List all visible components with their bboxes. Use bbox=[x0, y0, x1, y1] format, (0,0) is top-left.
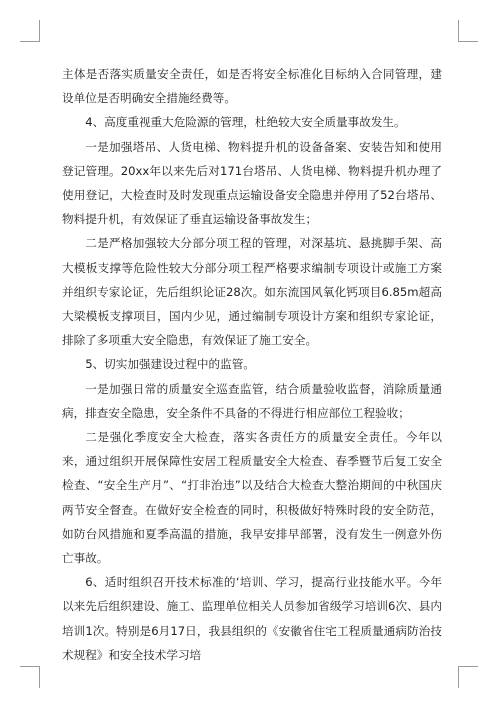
crop-mark-top-right bbox=[458, 41, 478, 42]
crop-mark-bottom-left bbox=[20, 666, 39, 667]
crop-mark-top-right bbox=[458, 20, 459, 42]
paragraph-continuation: 主体是否落实质量安全责任，如是否将安全标准化目标纳入合同管理，建设单位是否明确安全措施经费等。 bbox=[62, 67, 442, 106]
paragraph-quarterly-inspection: 二是强化季度安全大检查，落实各责任方的质量安全责任。今年以来，通过组织开展保障性安居工程质量安全大检查、春季暨节后复工安全检查、“安全生产月”、“打非治违”以及结合大检查大整治期间的中秋国庆两节安全督查。在做好安全检查的同时，积极做好特殊时段的安全防范，如防台风措施和夏季高温的措施，我早安排早部署，没有发生一例意外伤亡事故。 bbox=[62, 430, 442, 566]
crop-mark-bottom-right bbox=[458, 666, 459, 688]
paragraph-equipment-management: 一是加强塔吊、人货电梯、物料提升机的设备备案、安装告知和使用登记管理。20xx年以来先后对171台塔吊、人货电梯、物料提升机办理了使用登记，大检查时及时发现重点运输设备安全隐患并停用了52台塔吊、物料提升机，有效保证了垂直运输设备事故发生； bbox=[62, 139, 442, 227]
document-body bbox=[62, 62, 442, 667]
crop-mark-bottom-left bbox=[39, 666, 40, 688]
section-heading-4: 4、高度重视重大危险源的管理，杜绝较大安全质量事故发生。 bbox=[85, 115, 406, 130]
paragraph-daily-inspection: 一是加强日常的质量安全巡查监管，结合质量验收监督，消除质量通病，排查安全隐患，安全条件不具备的不得进行相应部位工程验收； bbox=[62, 381, 442, 420]
crop-mark-top-left bbox=[20, 41, 39, 42]
section-heading-5: 5、切实加强建设过程中的监管。 bbox=[85, 357, 255, 372]
section-heading-6: 6、适时组织召开技术标准的‘培训、学习，提高行业技能水平。今年以来先后组织建设、施工、监理单位相关人员参加省级学习培训6次、县内培训1次。特别是6月17日，我县组织的《安徽省住宅工程质量通病防治技术规程》和安全技术学习培 bbox=[62, 575, 442, 662]
crop-mark-bottom-right bbox=[458, 666, 478, 667]
crop-mark-top-left bbox=[39, 20, 40, 42]
paragraph-hazardous-works: 二是严格加强较大分部分项工程的管理，对深基坑、悬挑脚手架、高大模板支撑等危险性较大分部分项工程严格要求编制专项设计或施工方案并组织专家论证，先后组织论证28次。如东流国风氧化钙项目6.85m超高大梁模板支撑项目，国内少见，通过编制专项设计方案和组织专家论证，排除了多项重大安全隐患，有效保证了施工安全。 bbox=[62, 236, 442, 348]
